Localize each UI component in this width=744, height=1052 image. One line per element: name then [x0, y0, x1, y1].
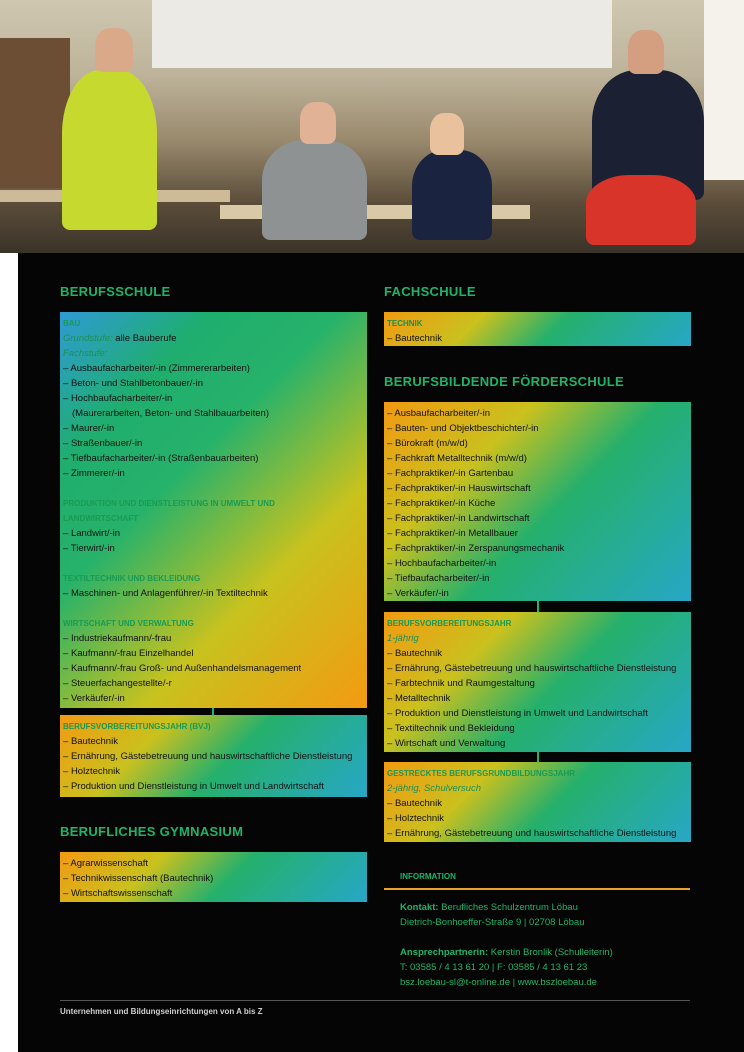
list-item: – Fachpraktiker/-in Metallbauer: [387, 526, 564, 541]
whiteboard: [152, 0, 612, 68]
list-item: – Kaufmann/-frau Einzelhandel: [63, 646, 301, 661]
contact-person-label: Ansprechpartnerin:: [400, 947, 489, 958]
email-web-link[interactable]: bsz.loebau-sl@t-online.de | www.bszloebau.de: [400, 977, 597, 988]
person-head: [430, 113, 464, 155]
section-subtitle: 1-jährig: [387, 633, 419, 644]
list-item: – Metalltechnik: [387, 691, 676, 706]
fach-label: Fachstufe:: [63, 348, 108, 359]
person: [412, 150, 492, 240]
list-item: – Tiefbaufacharbeiter/-in (Straßenbauarbeiten): [63, 451, 301, 466]
list-item: – Landwirt/-in: [63, 526, 301, 541]
list-item: – Tierwirt/-in: [63, 541, 301, 556]
contact-text: Berufliches Schulzentrum Löbau: [441, 902, 578, 913]
section-title: TECHNIK: [387, 319, 423, 328]
information-title: INFORMATION: [400, 872, 456, 881]
list-item: – Beton- und Stahlbetonbauer/-in: [63, 376, 301, 391]
gymnasium-box: [60, 852, 367, 902]
list-item: – Fachkraft Metalltechnik (m/w/d): [387, 451, 564, 466]
contact-line: [400, 900, 578, 915]
list-item: – Farbtechnik und Raumgestaltung: [387, 676, 676, 691]
list-item: – Ausbaufacharbeiter/-in: [387, 406, 564, 421]
list-item: – Ernährung, Gästebetreuung und hauswirtschaftliche Dienstleistung: [387, 661, 676, 676]
footer-text: Unternehmen und Bildungseinrichtungen von A bis Z: [60, 1007, 263, 1016]
fachschule-box: [384, 312, 691, 346]
list-item: – Steuerfachangestellte/-r: [63, 676, 301, 691]
list-item-continuation: (Maurerarbeiten, Beton- und Stahlbauarbeiten): [72, 408, 269, 419]
list-item: – Agrarwissenschaft: [63, 856, 213, 871]
list-item: – Hochbaufacharbeiter/-in: [387, 556, 564, 571]
list-item: – Produktion und Dienstleistung in Umwelt und Landwirtschaft: [387, 706, 676, 721]
section-title: TEXTILTECHNIK UND BEKLEIDUNG: [63, 574, 201, 583]
list-item: – Verkäufer/-in: [63, 691, 301, 706]
foerder-bvj-box: [384, 612, 691, 752]
person: [262, 140, 367, 240]
list-item: – Tiefbaufacharbeiter/-in: [387, 571, 564, 586]
berufsschule-box: [60, 312, 367, 708]
divider: [60, 1000, 690, 1001]
list-item: – Bauten- und Objektbeschichter/-in: [387, 421, 564, 436]
person-head: [300, 102, 336, 144]
grund-text: alle Bauberufe: [115, 333, 177, 344]
contact-person-line: [400, 945, 613, 960]
bvj-box: [60, 715, 367, 797]
list-item: – Ernährung, Gästebetreuung und hauswirtschaftliche Dienstleistung: [63, 749, 352, 764]
left-margin-strip: [0, 253, 18, 1052]
contact-label: Kontakt:: [400, 902, 439, 913]
list-item: – Bautechnik: [387, 796, 676, 811]
list-item: – Bürokraft (m/w/d): [387, 436, 564, 451]
section-subtitle: 2-jährig, Schulversuch: [387, 783, 481, 794]
list-item: – Verkäufer/-in: [387, 586, 564, 601]
section-title: LANDWIRTSCHAFT: [63, 514, 139, 523]
list-item: – Wirtschaftswissenschaft: [63, 886, 213, 901]
list-item: – Straßenbauer/-in: [63, 436, 301, 451]
list-item: – Hochbaufacharbeiter/-in: [63, 391, 301, 406]
list-item: – Wirtschaft und Verwaltung: [387, 736, 676, 751]
connector-line: [537, 601, 539, 612]
foerderschule-heading: BERUFSBILDENDE FÖRDERSCHULE: [384, 374, 624, 389]
list-item: – Produktion und Dienstleistung in Umwelt und Landwirtschaft: [63, 779, 352, 794]
contact-person-text: Kerstin Bronlik (Schulleiterin): [490, 947, 613, 958]
list-item: – Technikwissenschaft (Bautechnik): [63, 871, 213, 886]
person-head: [95, 28, 133, 72]
connector-line: [212, 708, 214, 715]
gymnasium-heading: BERUFLICHES GYMNASIUM: [60, 824, 244, 839]
list-item: – Ernährung, Gästebetreuung und hauswirtschaftliche Dienstleistung: [387, 826, 676, 841]
section-title: BAU: [63, 319, 81, 328]
foerderschule-box: [384, 402, 691, 601]
list-item: – Fachpraktiker/-in Hauswirtschaft: [387, 481, 564, 496]
list-item: – Bautechnik: [387, 646, 676, 661]
list-item: – Fachpraktiker/-in Küche: [387, 496, 564, 511]
list-item: – Textiltechnik und Bekleidung: [387, 721, 676, 736]
address: Dietrich-Bonhoeffer-Straße 9 | 02708 Löbau: [400, 917, 585, 928]
cabinet: [0, 38, 70, 188]
window: [704, 0, 744, 180]
person-head: [628, 30, 664, 74]
section-title: BERUFSVORBEREITUNGSJAHR (BVJ): [63, 722, 211, 731]
list-item: – Bautechnik: [387, 331, 442, 346]
list-item: – Kaufmann/-frau Groß- und Außenhandelsmanagement: [63, 661, 301, 676]
section-title: WIRTSCHAFT UND VERWALTUNG: [63, 619, 194, 628]
list-item: – Fachpraktiker/-in Landwirtschaft: [387, 511, 564, 526]
list-item: – Fachpraktiker/-in Gartenbau: [387, 466, 564, 481]
berufsschule-heading: BERUFSSCHULE: [60, 284, 171, 299]
fachschule-heading: FACHSCHULE: [384, 284, 476, 299]
header-photo: [0, 0, 744, 253]
section-title: GESTRECKTES BERUFSGRUNDBILDUNGSJAHR: [387, 769, 576, 778]
person: [62, 70, 157, 230]
list-item: – Bautechnik: [63, 734, 352, 749]
list-item: – Maurer/-in: [63, 421, 301, 436]
gestreckt-box: [384, 762, 691, 842]
list-item: – Holztechnik: [387, 811, 676, 826]
connector-line: [537, 752, 539, 762]
grund-label: Grundstufe:: [63, 333, 113, 344]
list-item: – Holztechnik: [63, 764, 352, 779]
phone-fax: T: 03585 / 4 13 61 20 | F: 03585 / 4 13 61 23: [400, 962, 588, 973]
list-item: – Zimmerer/-in: [63, 466, 301, 481]
list-item: – Fachpraktiker/-in Zerspanungsmechanik: [387, 541, 564, 556]
list-item: – Ausbaufacharbeiter/-in (Zimmererarbeiten): [63, 361, 301, 376]
section-title: PRODUKTION UND DIENSTLEISTUNG IN UMWELT UND: [63, 499, 275, 508]
section-title: BERUFSVORBEREITUNGSJAHR: [387, 619, 512, 628]
list-item: – Industriekaufmann/-frau: [63, 631, 301, 646]
list-item: – Maschinen- und Anlagenführer/-in Textiltechnik: [63, 586, 301, 601]
divider: [384, 888, 690, 890]
person-shorts: [586, 175, 696, 245]
